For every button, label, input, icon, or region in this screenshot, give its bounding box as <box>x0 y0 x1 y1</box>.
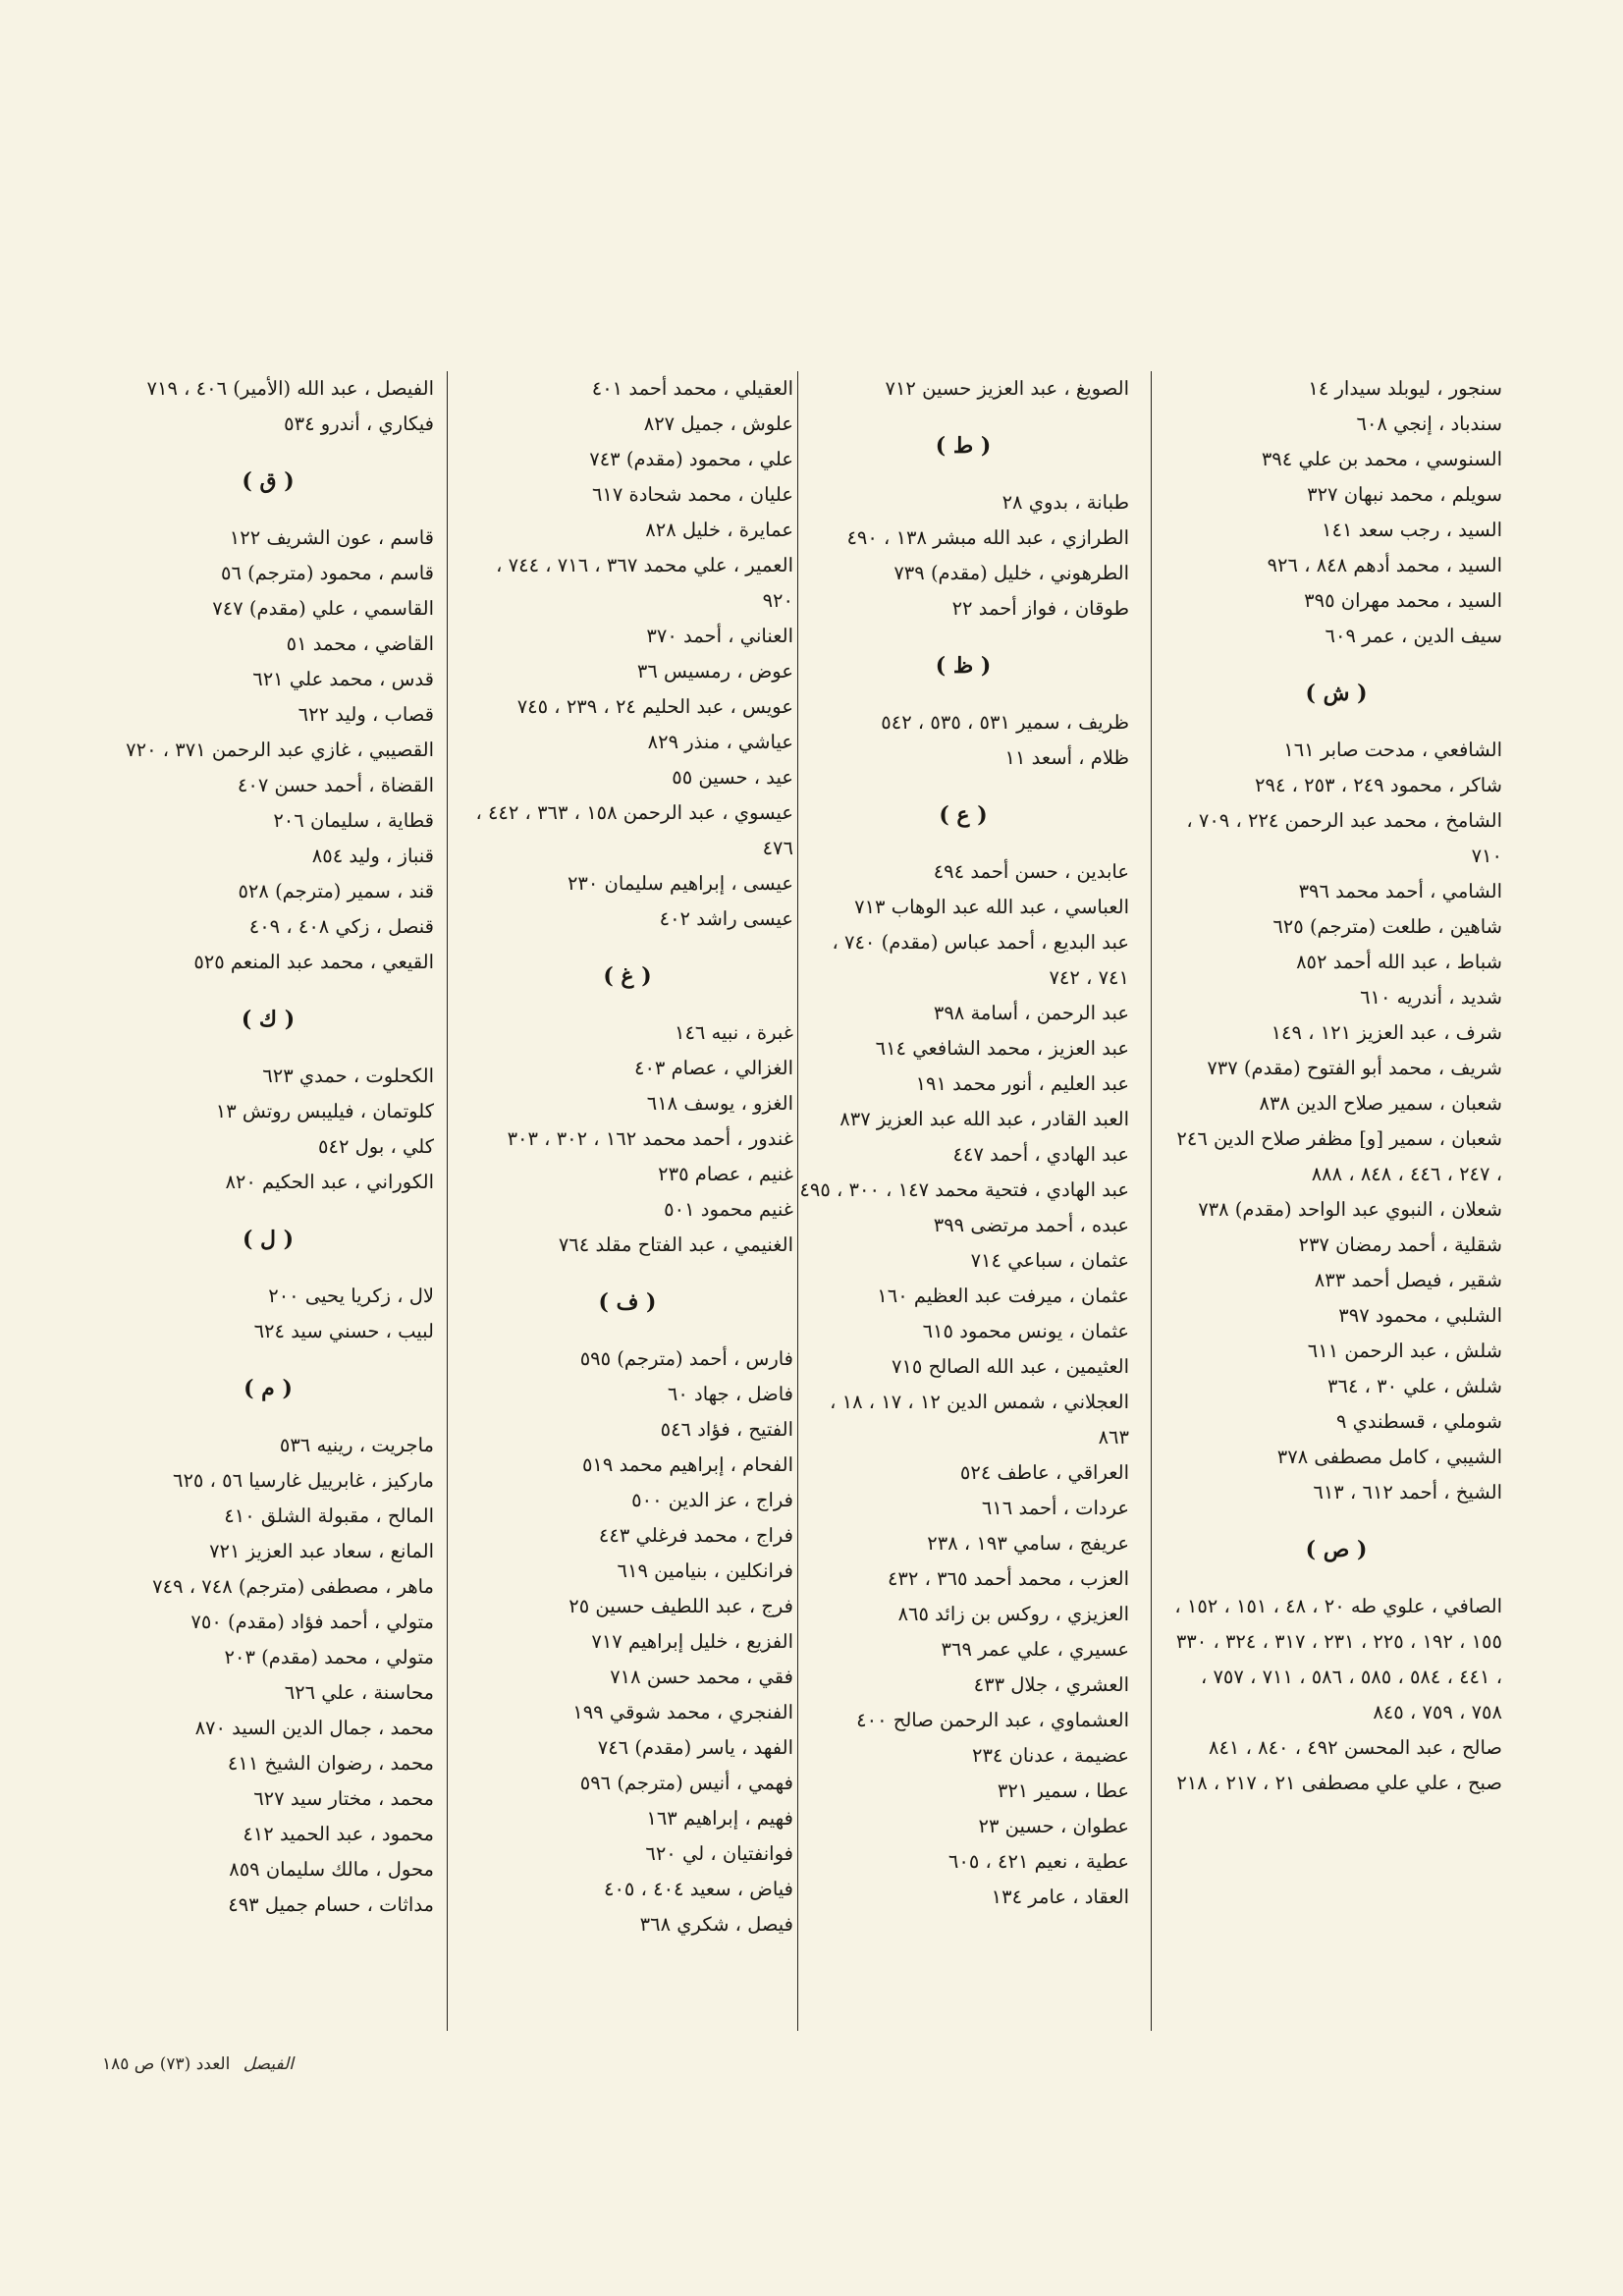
index-entry: العزيزي ، روكس بن زائد ٨٦٥ <box>897 1603 1129 1625</box>
magazine-name: الفيصل <box>243 2054 294 2074</box>
index-entry: لبيب ، حسني سيد ٦٢٤ <box>253 1320 434 1342</box>
index-entry: شرف ، عبد العزيز ١٢١ ، ١٤٩ <box>1271 1021 1502 1044</box>
index-entry: الفيصل ، عبد الله (الأمير) ٤٠٦ ، ٧١٩ <box>146 377 434 400</box>
column-divider <box>447 371 448 2031</box>
index-entry: شريف ، محمد أبو الفتوح (مقدم) ٧٣٧ <box>1207 1057 1502 1079</box>
index-entry: غبرة ، نبيه ١٤٦ <box>674 1021 793 1044</box>
index-entry: قنصل ، زكي ٤٠٨ ، ٤٠٩ <box>248 915 434 938</box>
index-entry: العجلاني ، شمس الدين ١٢ ، ١٧ ، ١٨ ، ٨٦٣ <box>830 1391 1129 1449</box>
index-entry: مداثات ، حسام جميل ٤٩٣ <box>228 1893 434 1916</box>
letter-section-header: ( ص ) <box>1305 1537 1368 1562</box>
index-entry: فوانفتيان ، لي ٦٢٠ <box>645 1842 793 1865</box>
index-entry: عثمان ، سباعي ٧١٤ <box>970 1249 1129 1272</box>
index-entry: عثمان ، يونس محمود ٦١٥ <box>922 1320 1129 1342</box>
index-entry: الغنيمي ، عبد الفتاح مقلد ٧٦٤ <box>558 1233 793 1256</box>
index-entry: عبد الهادي ، فتحية محمد ١٤٧ ، ٣٠٠ ، ٤٩٥ <box>799 1178 1129 1201</box>
index-entry: كلوتمان ، فيليبس روتش ١٣ <box>215 1100 434 1122</box>
index-entry: شاكر ، محمود ٢٤٩ ، ٢٥٣ ، ٢٩٤ <box>1255 774 1502 796</box>
index-entry: متولي ، محمد (مقدم) ٢٠٣ <box>224 1646 434 1668</box>
index-entry: عبد الهادي ، أحمد ٤٤٧ <box>952 1143 1129 1166</box>
index-entry: ظلام ، أسعد ١١ <box>1004 746 1129 769</box>
index-entry: قنباز ، وليد ٨٥٤ <box>311 845 434 867</box>
index-entry: الصافي ، علوي طه ٢٠ ، ٤٨ ، ١٥١ ، ١٥٢ ، ١٥٥ ، ١٩٢ ، ٢٢٥ ، ٢٣١ ، ٣١٧ ، ٣٢٤ ، ٣٣٠ ، ٤٤١ ، ٥٨٤ ، ٥٨٥ ، ٥٨٦ ، ٧١١ ، ٧٥٧ ، ٧٥٨ ، ٧٥٩ ، ٨٤٥ <box>1174 1595 1502 1723</box>
index-entry: شلش ، علي ٣٠ ، ٣٦٤ <box>1327 1375 1502 1397</box>
index-entry: الشامي ، أحمد محمد ٣٩٦ <box>1298 880 1502 902</box>
letter-section-header: ( ط ) <box>935 433 992 459</box>
issue-page-number: العدد (٧٣) ص ١٨٥ <box>102 2054 231 2074</box>
index-entry: العقيلي ، محمد أحمد ٤٠١ <box>591 377 793 400</box>
index-entry: صالح ، عبد المحسن ٤٩٢ ، ٨٤٠ ، ٨٤١ <box>1208 1736 1502 1759</box>
index-entry: عابدين ، حسن أحمد ٤٩٤ <box>933 860 1129 883</box>
index-entry: شقير ، فيصل أحمد ٨٣٣ <box>1314 1269 1502 1291</box>
index-entry: سويلم ، محمد نبهان ٣٢٧ <box>1307 483 1502 506</box>
index-entry: فرج ، عبد اللطيف حسين ٢٥ <box>568 1595 793 1617</box>
index-entry: محمد ، مختار سيد ٦٢٧ <box>253 1787 434 1810</box>
index-entry: الفحام ، إبراهيم محمد ٥١٩ <box>581 1453 793 1476</box>
index-entry: الكوراني ، عبد الحكيم ٨٢٠ <box>225 1171 434 1193</box>
index-entry: القيعي ، محمد عبد المنعم ٥٢٥ <box>193 951 434 973</box>
index-entry: القصيبي ، غازي عبد الرحمن ٣٧١ ، ٧٢٠ <box>126 738 434 761</box>
index-entry: العناني ، أحمد ٣٧٠ <box>646 625 793 647</box>
index-entry: فرانكلين ، بنيامين ٦١٩ <box>617 1559 793 1582</box>
index-entry: غنيم محمود ٥٠١ <box>664 1198 793 1221</box>
index-entry: فاضل ، جهاد ٦٠ <box>667 1383 793 1405</box>
index-entry: العباسي ، عبد الله عبد الوهاب ٧١٣ <box>854 896 1129 918</box>
index-entry: عريفج ، سامي ١٩٣ ، ٢٣٨ <box>927 1532 1129 1555</box>
index-entry: الصويغ ، عبد العزيز حسين ٧١٢ <box>885 377 1129 400</box>
index-entry: قاسم ، محمود (مترجم) ٥٦ <box>220 562 434 584</box>
index-entry: عردات ، أحمد ٦١٦ <box>981 1497 1129 1519</box>
index-entry: عطا ، سمير ٣٢١ <box>997 1779 1129 1802</box>
index-entry: عيد ، حسين ٥٥ <box>672 766 793 789</box>
index-entry: فيصل ، شكري ٣٦٨ <box>639 1913 793 1936</box>
index-entry: عيسى ، إبراهيم سليمان ٢٣٠ <box>567 872 793 895</box>
index-entry: القاسمي ، علي (مقدم) ٧٤٧ <box>212 597 434 620</box>
index-entry: عليان ، محمد شحادة ٦١٧ <box>591 483 793 506</box>
index-entry: ماركيز ، غابرييل غارسيا ٥٦ ، ٦٢٥ <box>172 1469 434 1492</box>
index-entry: صبح ، علي علي مصطفى ٢١ ، ٢١٧ ، ٢١٨ <box>1176 1772 1502 1794</box>
index-entry: قصاب ، وليد ٦٢٢ <box>298 703 434 726</box>
index-entry: العبد القادر ، عبد الله عبد العزيز ٨٣٧ <box>839 1108 1129 1130</box>
index-entry: عياشي ، منذر ٨٢٩ <box>647 731 793 753</box>
index-entry: العشماوي ، عبد الرحمن صالح ٤٠٠ <box>856 1709 1129 1731</box>
index-entry: علي ، محمود (مقدم) ٧٤٣ <box>589 448 793 470</box>
letter-section-header: ( ل ) <box>242 1227 295 1252</box>
index-entry: عثمان ، ميرفت عبد العظيم ١٦٠ <box>877 1285 1129 1307</box>
index-entry: عويس ، عبد الحليم ٢٤ ، ٢٣٩ ، ٧٤٥ <box>516 695 793 718</box>
index-entry: محاسنة ، علي ٦٢٦ <box>284 1681 434 1704</box>
index-entry: قطاية ، سليمان ٢٠٦ <box>273 809 434 832</box>
index-entry: محمد ، جمال الدين السيد ٨٧٠ <box>194 1717 434 1739</box>
index-entry: العشري ، جلال ٤٣٣ <box>973 1673 1129 1696</box>
letter-section-header: ( ف ) <box>598 1289 657 1315</box>
letter-section-header: ( ق ) <box>242 468 295 494</box>
index-entry: الطرازي ، عبد الله مبشر ١٣٨ ، ٤٩٠ <box>846 526 1129 549</box>
index-entry: شقلية ، أحمد رمضان ٢٣٧ <box>1298 1233 1502 1256</box>
letter-section-header: ( ع ) <box>939 802 988 828</box>
index-entry: علوش ، جميل ٨٢٧ <box>643 412 793 435</box>
index-entry: عيسوي ، عبد الرحمن ١٥٨ ، ٣٦٣ ، ٤٤٢ ، ٤٧٦ <box>475 801 793 859</box>
index-entry: السيد ، محمد مهران ٣٩٥ <box>1304 589 1502 612</box>
index-entry: سيف الدين ، عمر ٦٠٩ <box>1325 625 1502 647</box>
index-entry: غندور ، أحمد محمد ١٦٢ ، ٣٠٢ ، ٣٠٣ <box>507 1127 793 1150</box>
index-entry: سندباد ، إنجي ٦٠٨ <box>1356 412 1502 435</box>
page-footer <box>102 2054 294 2074</box>
index-entry: قدس ، محمد علي ٦٢١ <box>252 668 434 690</box>
index-entry: غنيم ، عصام ٢٣٥ <box>658 1163 793 1185</box>
index-entry: شعبان ، سمير [و] مظفر صلاح الدين ٢٤٦ ، ٢٤٧ ، ٤٤٦ ، ٨٤٨ ، ٨٨٨ <box>1176 1127 1502 1185</box>
index-entry: كلي ، بول ٥٤٢ <box>318 1135 434 1158</box>
index-entry: فارس ، أحمد (مترجم) ٥٩٥ <box>579 1347 793 1370</box>
index-entry: عبد الرحمن ، أسامة ٣٩٨ <box>933 1002 1129 1024</box>
index-entry: الفتيح ، فؤاد ٥٤٦ <box>660 1418 793 1441</box>
index-entry: العزب ، محمد أحمد ٣٦٥ ، ٤٣٢ <box>887 1567 1129 1590</box>
index-entry: طوقان ، فواز أحمد ٢٢ <box>951 597 1129 620</box>
index-entry: الشيبي ، كامل مصطفى ٣٧٨ <box>1276 1446 1502 1468</box>
index-entry: طبانة ، بدوي ٢٨ <box>1001 491 1129 514</box>
index-entry: ظريف ، سمير ٥٣١ ، ٥٣٥ ، ٥٤٢ <box>881 711 1129 734</box>
index-entry: شديد ، أندريه ٦١٠ <box>1360 986 1502 1009</box>
letter-section-header: ( ش ) <box>1305 681 1368 706</box>
letter-section-header: ( غ ) <box>603 963 652 989</box>
index-entry: عضيمة ، عدنان ٢٣٤ <box>971 1744 1129 1767</box>
index-entry: الفنجري ، محمد شوقي ١٩٩ <box>572 1701 793 1723</box>
index-entry: محمود ، عبد الحميد ٤١٢ <box>243 1823 434 1845</box>
index-entry: السنوسي ، محمد بن علي ٣٩٤ <box>1261 448 1502 470</box>
index-entry: شعبان ، سمير صلاح الدين ٨٣٨ <box>1259 1092 1502 1115</box>
index-entry: عيسى راشد ٤٠٢ <box>659 907 793 930</box>
index-entry: الكحلوت ، حمدي ٦٢٣ <box>262 1065 434 1087</box>
index-entry: المالح ، مقبولة الشلق ٤١٠ <box>224 1504 434 1527</box>
index-entry: الشيخ ، أحمد ٦١٢ ، ٦١٣ <box>1313 1481 1502 1503</box>
letter-section-header: ( ظ ) <box>935 653 992 679</box>
index-entry: عسيري ، علي عمر ٣٦٩ <box>941 1638 1129 1661</box>
index-entry: عبده ، أحمد مرتضى ٣٩٩ <box>933 1214 1129 1236</box>
index-entry: السيد ، رجب سعد ١٤١ <box>1322 519 1502 541</box>
index-entry: الغزو ، يوسف ٦١٨ <box>646 1092 793 1115</box>
index-entry: الشامخ ، محمد عبد الرحمن ٢٢٤ ، ٧٠٩ ، ٧١٠ <box>1186 809 1502 867</box>
index-entry: الفهد ، ياسر (مقدم) ٧٤٦ <box>597 1736 793 1759</box>
index-entry: الشافعي ، مدحت صابر ١٦١ <box>1283 738 1502 761</box>
index-entry: شوملي ، قسطندي ٩ <box>1335 1410 1502 1433</box>
index-entry: شعلان ، النبوي عبد الواحد (مقدم) ٧٣٨ <box>1198 1198 1502 1221</box>
index-entry: العراقي ، عاطف ٥٢٤ <box>959 1461 1129 1484</box>
index-entry: عبد العزيز ، محمد الشافعي ٦١٤ <box>875 1037 1129 1060</box>
letter-section-header: ( ك ) <box>241 1007 296 1032</box>
index-entry: محمد ، رضوان الشيخ ٤١١ <box>227 1752 434 1775</box>
index-entry: فهيم ، إبراهيم ١٦٣ <box>646 1807 793 1830</box>
index-entry: عطية ، نعيم ٤٢١ ، ٦٠٥ <box>947 1850 1129 1873</box>
index-entry: قاسم ، عون الشريف ١٢٢ <box>229 526 434 549</box>
index-entry: العمير ، علي محمد ٣٦٧ ، ٧١٦ ، ٧٤٤ ، ٩٢٠ <box>496 554 793 612</box>
column-divider <box>1151 371 1152 2031</box>
index-entry: فراج ، عز الدين ٥٠٠ <box>631 1489 793 1511</box>
index-entry: فياض ، سعيد ٤٠٤ ، ٤٠٥ <box>603 1878 793 1900</box>
index-entry: فراج ، محمد فرغلي ٤٤٣ <box>598 1524 793 1547</box>
index-column-3 <box>461 371 793 2041</box>
index-entry: متولي ، أحمد فؤاد (مقدم) ٧٥٠ <box>190 1611 434 1633</box>
index-entry: فهمي ، أنيس (مترجم) ٥٩٦ <box>579 1772 793 1794</box>
index-entry: عوض ، رمسيس ٣٦ <box>636 660 793 683</box>
index-entry: العثيمين ، عبد الله الصالح ٧١٥ <box>891 1355 1129 1378</box>
index-entry: المانع ، سعاد عبد العزيز ٧٢١ <box>209 1540 434 1562</box>
index-entry: ماجريت ، رينيه ٥٣٦ <box>279 1434 434 1456</box>
index-entry: ماهر ، مصطفى (مترجم) ٧٤٨ ، ٧٤٩ <box>152 1575 434 1598</box>
index-entry: الغزالي ، عصام ٤٠٣ <box>633 1057 793 1079</box>
index-entry: القضاة ، أحمد حسن ٤٠٧ <box>237 774 434 796</box>
letter-section-header: ( م ) <box>243 1376 293 1401</box>
index-entry: عبد العليم ، أنور محمد ١٩١ <box>915 1072 1129 1095</box>
index-column-2 <box>797 371 1129 2041</box>
index-entry: عبد البديع ، أحمد عباس (مقدم) ٧٤٠ ، ٧٤١ ، ٧٤٢ <box>832 931 1129 989</box>
index-entry: السيد ، محمد أدهم ٨٤٨ ، ٩٢٦ <box>1267 554 1502 576</box>
index-entry: شلش ، عبد الرحمن ٦١١ <box>1307 1339 1502 1362</box>
index-entry: قند ، سمير (مترجم) ٥٢٨ <box>238 880 434 902</box>
index-column-4 <box>102 371 434 2041</box>
index-entry: الفزيع ، خليل إبراهيم ٧١٧ <box>591 1630 793 1653</box>
index-entry: الشلبي ، محمود ٣٩٧ <box>1338 1304 1502 1327</box>
index-entry: شباط ، عبد الله أحمد ٨٥٢ <box>1296 951 1502 973</box>
index-entry: شاهين ، طلعت (مترجم) ٦٢٥ <box>1272 915 1502 938</box>
index-entry: لال ، زكريا يحيى ٢٠٠ <box>268 1285 434 1307</box>
index-entry: الطرهوني ، خليل (مقدم) ٧٣٩ <box>893 562 1129 584</box>
index-entry: فيكاري ، أندرو ٥٣٤ <box>284 412 434 435</box>
index-entry: العقاد ، عامر ١٣٤ <box>991 1886 1129 1908</box>
index-entry: فقي ، محمد حسن ٧١٨ <box>610 1666 793 1688</box>
index-entry: القاضي ، محمد ٥١ <box>286 632 434 655</box>
index-entry: سنجور ، ليوبلد سيدار ١٤ <box>1308 377 1502 400</box>
index-entry: عطوان ، حسين ٢٣ <box>978 1815 1129 1837</box>
index-entry: عمايرة ، خليل ٨٢٨ <box>645 519 793 541</box>
index-entry: محول ، مالك سليمان ٨٥٩ <box>229 1858 434 1881</box>
index-column-1 <box>1170 371 1502 2041</box>
